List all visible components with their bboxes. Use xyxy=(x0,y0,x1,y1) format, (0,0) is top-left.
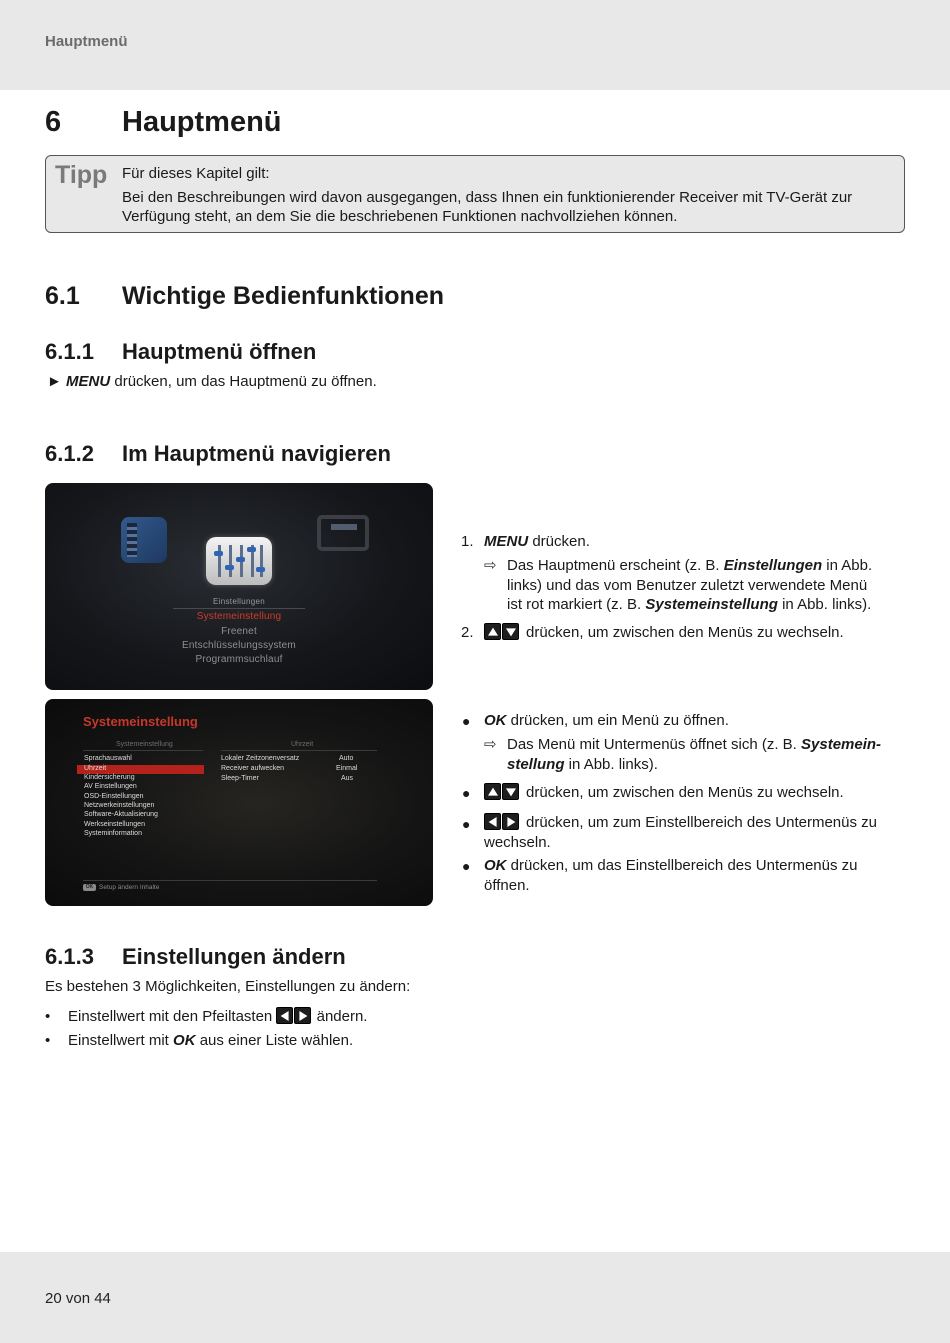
chapter-number: 6 xyxy=(45,106,62,138)
step-1-result xyxy=(507,556,902,615)
settings-menu-item[interactable]: Netzwerkeinstellungen xyxy=(84,802,155,809)
menu-key-label: MENU xyxy=(484,533,529,550)
main-menu-item[interactable]: Programmsuchlauf xyxy=(195,654,283,665)
tip-line-1: Für dieses Kapitel gilt: xyxy=(122,165,270,182)
result-keyword: Systemeinstellung xyxy=(645,596,778,613)
bullet-switch-area xyxy=(484,813,904,852)
settings-menu-item[interactable]: AV Einstellungen xyxy=(84,783,137,790)
settings-menu-item[interactable]: Werkseinstellungen xyxy=(84,821,145,828)
settings-menu-item-selected[interactable]: Uhrzeit xyxy=(84,765,107,772)
page-footer xyxy=(0,1252,950,1343)
step-1-text: drücken. xyxy=(528,533,590,550)
section-6-1-number: 6.1 xyxy=(45,282,80,310)
bullet-text: drücken, um zwischen den Menüs zu wechseln. xyxy=(526,784,844,801)
system-settings-screenshot xyxy=(45,699,433,906)
right-column-header: Uhrzeit xyxy=(291,741,314,748)
tip-box xyxy=(45,155,905,233)
instruction-text: drücken, um das Hauptmenü zu öffnen. xyxy=(110,373,377,390)
result-arrow-icon: ⇨ xyxy=(484,736,497,753)
result-text: ist rot markiert (z. B. xyxy=(507,596,646,613)
option-text: Einstellwert mit xyxy=(68,1032,174,1049)
tip-label: Tipp xyxy=(55,161,108,189)
instruction-open-menu xyxy=(47,372,377,392)
main-menu-screenshot xyxy=(45,483,433,690)
play-marker-icon: ► xyxy=(47,373,62,390)
ok-key-label: OK xyxy=(484,857,507,874)
bullet-switch-menus xyxy=(484,783,844,803)
settings-menu-item[interactable]: Sprachauswahl xyxy=(84,755,132,762)
option-arrow-keys xyxy=(68,1007,367,1027)
left-column-divider xyxy=(83,750,203,751)
arrow-down-key-icon xyxy=(502,783,519,800)
left-column-header: Systemeinstellung xyxy=(116,741,173,748)
step-2-text: drücken, um zwischen den Menüs zu wechseln. xyxy=(526,624,844,641)
right-column-divider xyxy=(221,750,377,751)
result-text: Das Menü mit Untermenüs öffnet sich (z. B. xyxy=(507,736,802,753)
result-text: in Abb. links). xyxy=(777,596,872,613)
settings-menu-item[interactable]: OSD-Einstellungen xyxy=(84,793,144,800)
section-6-1-2-title: Im Hauptmenü navigieren xyxy=(122,441,391,466)
result-text: Das Hauptmenü erscheint (z. B. xyxy=(507,557,724,574)
settings-menu-item[interactable]: Systeminformation xyxy=(84,830,142,837)
bullet-text: drücken, um zum Einstellbereich des Untermenüs zu xyxy=(526,814,877,831)
bullet-icon: • xyxy=(45,1032,51,1049)
section-6-1-1-title: Hauptmenü öffnen xyxy=(122,339,317,364)
setting-name[interactable]: Receiver aufwecken xyxy=(221,765,285,772)
section-6-1-1-number: 6.1.1 xyxy=(45,339,94,364)
arrow-up-key-icon xyxy=(484,623,501,640)
settings-menu-item[interactable]: Software-Aktualisierung xyxy=(84,811,158,818)
section-6-1-3-title: Einstellungen ändern xyxy=(122,944,346,969)
section-6-1-title: Wichtige Bedienfunktionen xyxy=(122,282,444,310)
option-ok-list xyxy=(68,1031,353,1051)
arrow-up-key-icon xyxy=(484,783,501,800)
option-text: aus einer Liste wählen. xyxy=(195,1032,354,1049)
bullet-icon: ● xyxy=(462,713,471,729)
section-6-1-2-number: 6.1.2 xyxy=(45,441,94,466)
bullet-text: drücken, um ein Menü zu öffnen. xyxy=(506,712,729,729)
main-menu-title: Einstellungen xyxy=(213,597,265,606)
film-icon xyxy=(121,517,167,563)
setting-name[interactable]: Lokaler Zeitzonenversatz xyxy=(221,755,300,762)
setting-value[interactable]: Einmal xyxy=(336,765,358,772)
option-text: Einstellwert mit den Pfeiltasten xyxy=(68,1008,277,1025)
option-text: ändern. xyxy=(312,1008,368,1025)
tip-body xyxy=(122,164,902,227)
footer-divider xyxy=(83,880,377,881)
bullet-open-menu xyxy=(484,711,729,731)
menu-key-label: MENU xyxy=(66,373,111,390)
tv-icon xyxy=(317,515,369,551)
tip-line-2: Bei den Beschreibungen wird davon ausgegangen, dass Ihnen ein funktionierender Receiver mit TV-Gerät zur Verfügung steht, an dem Sie die beschriebenen Funktionen nachvollziehen können. xyxy=(122,188,853,225)
page-number: 20 von 44 xyxy=(45,1290,111,1307)
main-menu-divider xyxy=(173,608,305,609)
main-menu-item[interactable]: Freenet xyxy=(221,626,257,637)
arrow-right-key-icon xyxy=(502,813,519,830)
equalizer-icon xyxy=(206,537,272,585)
step-1-number: 1. xyxy=(461,533,474,550)
result-text: in Abb. links). xyxy=(564,755,658,773)
main-menu-item-selected[interactable]: Systemeinstellung xyxy=(196,611,282,622)
result-text: links) und das vom Benutzer zuletzt verwendete Menü xyxy=(507,576,868,594)
running-header: Hauptmenü xyxy=(45,33,128,50)
ok-key-label: OK xyxy=(484,712,507,729)
result-text: in Abb. xyxy=(822,557,873,574)
main-menu-item[interactable]: Entschlüsselungssystem xyxy=(182,640,296,651)
result-keyword: Einstellungen xyxy=(723,557,823,574)
section-6-1-3-intro: Es bestehen 3 Möglichkeiten, Einstellungen zu ändern: xyxy=(45,978,411,995)
settings-screen-title: Systemeinstellung xyxy=(83,714,198,729)
bullet-text: drücken, um das Einstellbereich des Untermenüs zu xyxy=(506,857,858,874)
arrow-right-key-icon xyxy=(294,1007,311,1024)
setting-value[interactable]: Aus xyxy=(341,775,354,782)
footer-hint: Setup ändern Inhalte xyxy=(99,884,160,891)
result-arrow-icon: ⇨ xyxy=(484,557,497,574)
bullet-icon: ● xyxy=(462,816,471,832)
arrow-down-key-icon xyxy=(502,623,519,640)
ok-key-label: OK xyxy=(173,1032,196,1049)
arrow-left-key-icon xyxy=(484,813,501,830)
bullet-text: wechseln. xyxy=(484,833,551,851)
result-keyword: Systemein- xyxy=(801,736,882,753)
bullet-icon: • xyxy=(45,1008,51,1025)
step-1 xyxy=(484,532,590,552)
ok-button-icon: OK xyxy=(83,884,96,891)
section-6-1-3-number: 6.1.3 xyxy=(45,944,94,969)
bullet-open-menu-result xyxy=(507,735,902,774)
bullet-icon: ● xyxy=(462,785,471,801)
page-header xyxy=(0,0,950,90)
bullet-icon: ● xyxy=(462,858,471,874)
bullet-text: öffnen. xyxy=(484,876,530,894)
step-2 xyxy=(484,623,844,643)
setting-name[interactable]: Sleep-Timer xyxy=(221,775,259,782)
setting-value[interactable]: Auto xyxy=(339,755,354,762)
chapter-title: Hauptmenü xyxy=(122,106,282,138)
step-2-number: 2. xyxy=(461,624,474,641)
arrow-left-key-icon xyxy=(276,1007,293,1024)
result-keyword: stellung xyxy=(507,755,565,773)
settings-menu-item[interactable]: Kindersicherung xyxy=(84,774,135,781)
bullet-open-area xyxy=(484,856,904,895)
